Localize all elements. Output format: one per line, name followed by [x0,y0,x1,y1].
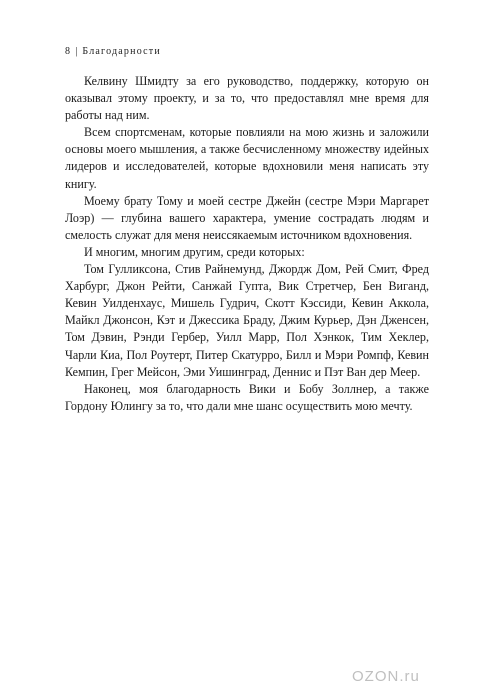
paragraph-siblings: Моему брату Тому и моей сестре Джейн (сестре Мэри Маргарет Лоэр) — глубина вашего характера, умение сострадать людям и смелость служат для меня неиссякаемым источником вдохновения. [65,193,429,242]
paragraph-athletes: Всем спортсменам, которые повлияли на мою жизнь и заложили основы моего мышления, а также бесчисленному множеству идейных лидеров и исследователей, которые вдохновили меня написать эту книгу. [65,125,429,191]
header-separator: | [75,46,79,57]
ozon-watermark: OZON.ru [352,668,420,685]
paragraph-schmidt: Келвину Шмидту за его руководство, поддержку, которую он оказывал этому проекту, и за то, что предоставлял мне время для работы над ним. [65,74,429,123]
acknowledgements-text [65,73,429,415]
paragraph-closing: Наконец, моя благодарность Вики и Бобу Золлнер, а также Гордону Юлингу за то, что дали мне шанс осуществить мою мечту. [65,381,429,413]
paragraph-names-list: Том Гулликсона, Стив Райнемунд, Джордж Дом, Рей Смит, Фред Харбург, Джон Рейти, Санжай Гупта, Вик Стретчер, Бен Виганд, Кевин Уилденхаус, Мишель Гудрич, Скотт Кэссиди, Кевин Аккола, Майкл Джонсон, Кэт и Джессика Браду, Джим Курьер, Дэн Дженсен, Том Дэвин, Рэнди Гербер, Уилл Марр, Пол Хэнкок, Тим Хеклер, Чарли Киа, Пол Роутерт, Питер Скатурро, Билл и Мэри Ромпф, Кевин Кемпин, Грег Мейсон, Эми Уишинград, Деннис и Пэт Ван дер Меер. [65,262,429,379]
section-title: Благодарности [82,46,161,57]
running-head [65,46,161,57]
paragraph-others-intro: И многим, многим другим, среди которых: [84,244,305,259]
page-number: 8 [65,46,72,57]
